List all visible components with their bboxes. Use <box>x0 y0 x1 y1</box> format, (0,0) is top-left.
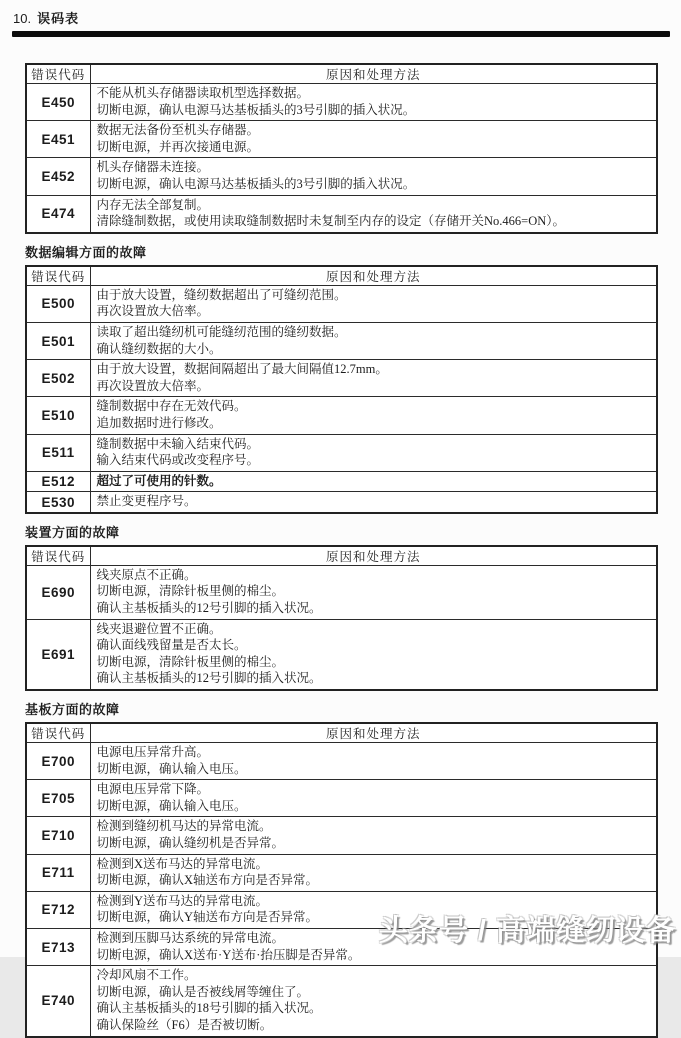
cause-line: 切断电源，确认缝纫机是否异常。 <box>96 836 285 850</box>
table-row <box>26 121 657 158</box>
cause-line: 检测到缝纫机马达的异常电流。 <box>96 819 272 834</box>
table-row <box>26 195 657 233</box>
cause-cell <box>90 84 657 121</box>
table-header-row <box>26 266 657 286</box>
table-row <box>26 360 657 397</box>
cause-line: 确认缝纫数据的大小。 <box>96 341 222 356</box>
error-section <box>25 522 667 691</box>
error-code-cell: E512 <box>26 471 90 492</box>
cause-line: 由于放大设置，缝纫数据超出了可缝纫范围。 <box>96 287 347 302</box>
cause-line: 确认主基板插头的12号引脚的插入状况。 <box>96 671 322 686</box>
table-row <box>26 397 657 434</box>
table-row <box>26 158 657 195</box>
error-code-cell: E711 <box>26 854 90 891</box>
cause-cell <box>90 854 657 891</box>
cause-line: 确认面线残留量是否太长。 <box>96 638 247 653</box>
cause-line: 清除缝制数据，或使用读取缝制数据时未复制至内存的设定（存储开关No.466=ON）。 <box>96 214 566 229</box>
cause-line: 确认主基板插头的18号引脚的插入状况。 <box>96 1001 322 1016</box>
error-code-cell: E511 <box>26 434 90 471</box>
error-section <box>25 242 667 514</box>
cause-line: 确认保险丝（F6）是否被切断。 <box>96 1017 273 1032</box>
cause-line: 禁止变更程序号。 <box>96 494 197 509</box>
cause-cell <box>90 322 657 359</box>
error-code-cell: E691 <box>26 619 90 690</box>
table-row <box>26 471 657 492</box>
error-table <box>25 63 658 234</box>
error-code-cell: E450 <box>26 84 90 121</box>
cause-line: 缝制数据中未输入结束代码。 <box>96 436 260 451</box>
cause-line: 检测到X送布马达的异常电流。 <box>96 856 269 871</box>
error-table <box>25 265 658 514</box>
table-row <box>26 84 657 121</box>
table-row <box>26 966 657 1037</box>
error-code-cell: E510 <box>26 397 90 434</box>
table-header-row <box>26 723 657 743</box>
cause-line: 线夹退避位置不正确。 <box>96 621 222 636</box>
col-header-error-code: 错误代码 <box>26 64 90 84</box>
table-row <box>26 492 657 513</box>
error-code-cell: E705 <box>26 780 90 817</box>
cause-line: 检测到Y送布马达的异常电流。 <box>96 893 269 908</box>
cause-line: 电源电压异常下降。 <box>96 782 210 797</box>
table-row <box>26 743 657 780</box>
header-rule <box>12 31 670 37</box>
table-row <box>26 565 657 619</box>
cause-cell <box>90 471 657 492</box>
cause-line: 读取了超出缝纫机可能缝纫范围的缝纫数据。 <box>96 324 347 339</box>
cause-cell <box>90 619 657 690</box>
col-header-error-code: 错误代码 <box>26 266 90 286</box>
cause-line: 冷却风扇不工作。 <box>96 968 197 983</box>
cause-line: 线夹原点不正确。 <box>96 567 197 582</box>
watermark: 头条号 / 高端缝纫设备 <box>378 915 676 947</box>
cause-line: 切断电源，并再次接通电源。 <box>96 139 260 154</box>
cause-line: 切断电源，清除针板里侧的棉尘。 <box>96 654 285 669</box>
table-row <box>26 817 657 854</box>
error-table <box>25 545 658 691</box>
cause-cell <box>90 780 657 817</box>
table-row <box>26 322 657 359</box>
cause-line: 数据无法备份至机头存储器。 <box>96 123 260 138</box>
cause-line: 切断电源，确认Y轴送布方向是否异常。 <box>96 910 319 925</box>
error-code-cell: E452 <box>26 158 90 195</box>
col-header-error-code: 错误代码 <box>26 546 90 566</box>
cause-line: 切断电源，确认输入电压。 <box>96 761 247 776</box>
error-section <box>25 63 667 234</box>
cause-line: 电源电压异常升高。 <box>96 745 210 760</box>
cause-line: 输入结束代码或改变程序号。 <box>96 453 260 468</box>
cause-cell <box>90 565 657 619</box>
table-row <box>26 434 657 471</box>
cause-cell <box>90 285 657 322</box>
cause-line: 切断电源，确认X送布·Y送布·抬压脚是否异常。 <box>96 947 361 962</box>
cause-line: 切断电源，确认电源马达基板插头的3号引脚的插入状况。 <box>96 102 416 117</box>
cause-cell <box>90 492 657 513</box>
error-code-cell: E690 <box>26 565 90 619</box>
cause-line: 切断电源，清除针板里侧的棉尘。 <box>96 584 285 599</box>
error-code-cell: E530 <box>26 492 90 513</box>
table-row <box>26 854 657 891</box>
cause-line: 检测到压脚马达系统的异常电流。 <box>96 930 285 945</box>
cause-line: 机头存储器未连接。 <box>96 160 210 175</box>
cause-line: 不能从机头存储器读取机型选择数据。 <box>96 86 310 100</box>
cause-line: 超过了可使用的针数。 <box>96 473 222 488</box>
cause-line: 缝制数据中存在无效代码。 <box>96 399 247 414</box>
table-header-row <box>26 546 657 566</box>
col-header-cause: 原因和处理方法 <box>90 64 657 84</box>
section-title: 装置方面的故障 <box>25 524 120 540</box>
cause-cell <box>90 966 657 1037</box>
cause-cell <box>90 195 657 233</box>
col-header-cause: 原因和处理方法 <box>90 266 657 286</box>
section-title: 数据编辑方面的故障 <box>25 244 147 260</box>
page-header-number: 10. <box>13 11 32 26</box>
error-code-cell: E501 <box>26 322 90 359</box>
cause-line: 切断电源，确认电源马达基板插头的3号引脚的插入状况。 <box>96 176 416 191</box>
error-code-cell: E713 <box>26 928 90 965</box>
error-code-sections <box>25 63 667 1038</box>
col-header-error-code: 错误代码 <box>26 723 90 743</box>
error-code-cell: E502 <box>26 360 90 397</box>
table-row <box>26 780 657 817</box>
error-table <box>25 722 658 1038</box>
cause-cell <box>90 817 657 854</box>
cause-cell <box>90 158 657 195</box>
error-code-cell: E710 <box>26 817 90 854</box>
cause-cell <box>90 397 657 434</box>
error-section <box>25 699 667 1038</box>
cause-line: 切断电源，确认X轴送布方向是否异常。 <box>96 873 319 888</box>
error-code-cell: E451 <box>26 121 90 158</box>
cause-line: 再次设置放大倍率。 <box>96 304 210 319</box>
cause-line: 再次设置放大倍率。 <box>96 378 210 393</box>
error-code-cell: E474 <box>26 195 90 233</box>
cause-cell <box>90 434 657 471</box>
table-row <box>26 619 657 690</box>
cause-cell <box>90 743 657 780</box>
cause-line: 切断电源，确认是否被线屑等缠住了。 <box>96 984 310 999</box>
col-header-cause: 原因和处理方法 <box>90 546 657 566</box>
cause-cell <box>90 121 657 158</box>
error-code-cell: E740 <box>26 966 90 1037</box>
table-row <box>26 285 657 322</box>
cause-line: 内存无法全部复制。 <box>96 197 210 212</box>
col-header-cause: 原因和处理方法 <box>90 723 657 743</box>
error-code-cell: E700 <box>26 743 90 780</box>
cause-line: 切断电源，确认输入电压。 <box>96 798 247 813</box>
table-header-row <box>26 64 657 84</box>
error-code-cell: E500 <box>26 285 90 322</box>
page-header <box>12 8 670 27</box>
cause-line: 追加数据时进行修改。 <box>96 415 222 430</box>
error-code-cell: E712 <box>26 891 90 928</box>
page-title: 误码表 <box>37 11 80 26</box>
cause-line: 确认主基板插头的12号引脚的插入状况。 <box>96 601 322 616</box>
section-title: 基板方面的故障 <box>25 702 120 718</box>
cause-line: 由于放大设置，数据间隔超出了最大间隔值12.7mm。 <box>96 362 388 377</box>
cause-cell <box>90 360 657 397</box>
